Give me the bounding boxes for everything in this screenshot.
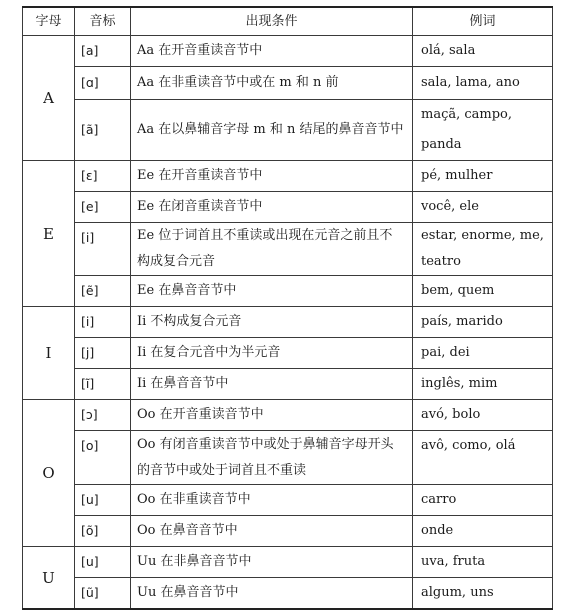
ipa-cell: [i] [75, 223, 131, 276]
table-row [23, 547, 553, 578]
example-cell: maçã, campo, panda [413, 100, 553, 161]
ipa-cell: [ũ] [75, 578, 131, 610]
ipa-cell: [u] [75, 485, 131, 516]
table-row [23, 307, 553, 338]
table-row [23, 338, 553, 369]
condition-cell: Uu 在非鼻音音节中 [131, 547, 413, 578]
ipa-cell: [j] [75, 338, 131, 369]
header-condition: 出现条件 [131, 7, 413, 36]
condition-cell: Oo 在开音重读音节中 [131, 400, 413, 431]
ipa-cell: [u] [75, 547, 131, 578]
ipa-cell: [ɑ] [75, 67, 131, 100]
condition-cell: Ee 位于词首且不重读或出现在元音之前且不构成复合元音 [131, 223, 413, 276]
example-cell: você, ele [413, 192, 553, 223]
ipa-cell: [ẽ] [75, 276, 131, 307]
table-row [23, 516, 553, 547]
condition-cell: Ee 在鼻音音节中 [131, 276, 413, 307]
example-cell: estar, enorme, me, teatro [413, 223, 553, 276]
condition-cell: Ii 在鼻音音节中 [131, 369, 413, 400]
condition-cell: Ee 在开音重读音节中 [131, 161, 413, 192]
table-row [23, 100, 553, 161]
letter-cell: A [23, 36, 75, 161]
letter-cell: I [23, 307, 75, 400]
example-cell: onde [413, 516, 553, 547]
condition-cell: Aa 在开音重读音节中 [131, 36, 413, 67]
condition-cell: Aa 在以鼻辅音字母 m 和 n 结尾的鼻音音节中 [131, 100, 413, 161]
letter-cell: U [23, 547, 75, 610]
letter-cell: E [23, 161, 75, 307]
ipa-cell: [ã] [75, 100, 131, 161]
condition-cell: Oo 在非重读音节中 [131, 485, 413, 516]
example-cell: bem, quem [413, 276, 553, 307]
example-cell: pai, dei [413, 338, 553, 369]
condition-cell: Oo 在鼻音音节中 [131, 516, 413, 547]
example-cell: sala, lama, ano [413, 67, 553, 100]
condition-cell: Ii 不构成复合元音 [131, 307, 413, 338]
example-cell: carro [413, 485, 553, 516]
ipa-cell: [o] [75, 431, 131, 485]
ipa-cell: [ɔ] [75, 400, 131, 431]
ipa-cell: [ɛ] [75, 161, 131, 192]
vowel-table [22, 6, 553, 610]
header-example: 例词 [413, 7, 553, 36]
condition-cell: Oo 有闭音重读音节中或处于鼻辅音字母开头的音节中或处于词首且不重读 [131, 431, 413, 485]
condition-cell: Aa 在非重读音节中或在 m 和 n 前 [131, 67, 413, 100]
example-cell: avô, como, olá [413, 431, 553, 485]
condition-cell: Uu 在鼻音音节中 [131, 578, 413, 610]
example-cell: uva, fruta [413, 547, 553, 578]
ipa-cell: [ĩ] [75, 369, 131, 400]
table-row [23, 400, 553, 431]
example-cell: inglês, mim [413, 369, 553, 400]
ipa-cell: [õ] [75, 516, 131, 547]
header-row [23, 7, 553, 36]
table-row [23, 578, 553, 610]
condition-cell: Ee 在闭音重读音节中 [131, 192, 413, 223]
table-row [23, 485, 553, 516]
ipa-cell: [i] [75, 307, 131, 338]
table-row [23, 161, 553, 192]
table-row [23, 67, 553, 100]
table-row [23, 192, 553, 223]
condition-cell: Ii 在复合元音中为半元音 [131, 338, 413, 369]
table-row [23, 276, 553, 307]
table-row [23, 369, 553, 400]
header-ipa: 音标 [75, 7, 131, 36]
example-cell: pé, mulher [413, 161, 553, 192]
table-row [23, 36, 553, 67]
ipa-cell: [e] [75, 192, 131, 223]
header-letter: 字母 [23, 7, 75, 36]
table-row [23, 431, 553, 485]
example-cell: avó, bolo [413, 400, 553, 431]
example-cell: algum, uns [413, 578, 553, 610]
ipa-cell: [a] [75, 36, 131, 67]
vowel-table-container [22, 6, 552, 610]
letter-cell: O [23, 400, 75, 547]
table-row [23, 223, 553, 276]
example-cell: olá, sala [413, 36, 553, 67]
example-cell: país, marido [413, 307, 553, 338]
